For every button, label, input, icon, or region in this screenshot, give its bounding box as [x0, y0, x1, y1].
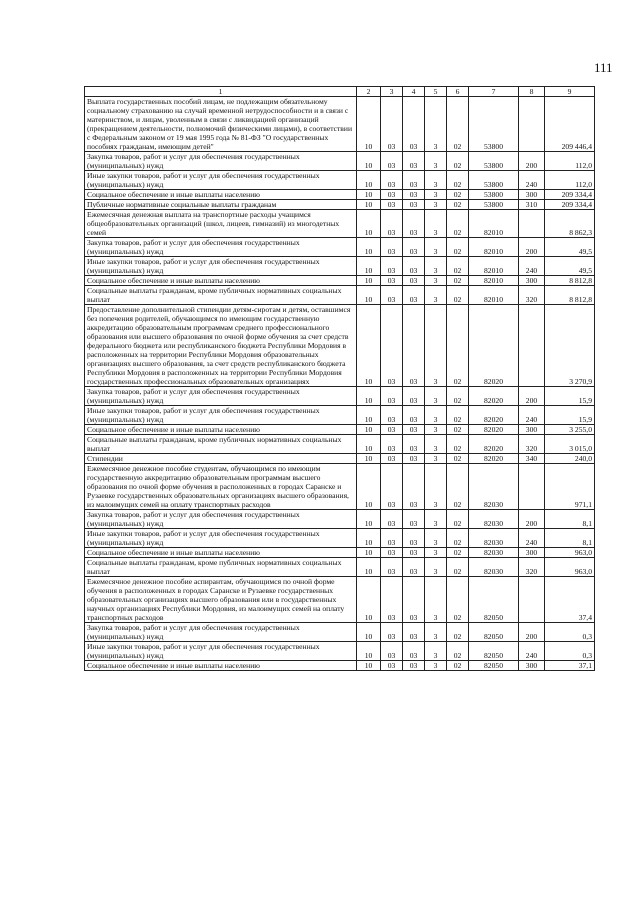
section-code: 10 — [357, 276, 381, 286]
direction-code: 82010 — [469, 257, 519, 276]
expense-type-code: 300 — [519, 425, 545, 435]
row-name: Закупка товаров, работ и услуг для обеспечения государственных (муниципальных) нужд — [85, 387, 357, 406]
table-row — [85, 286, 595, 305]
subprogram-code: 3 — [425, 577, 447, 623]
section-code: 10 — [357, 425, 381, 435]
subsection-code: 03 — [381, 548, 403, 558]
subsection-code: 03 — [381, 387, 403, 406]
row-name: Выплата государственных пособий лицам, не подлежащим обязательному социальному страхованию на случай временной нетрудоспособности и в связи с материнством, и лицам, уволенным в связи с ликвидацией организаций (прекращением деятельности, полномочий физическими лицами), в соответствии с Федеральным законом от 19 мая 1995 года № 81-ФЗ "О государственных пособиях гражданам, имеющим детей" — [85, 97, 357, 152]
subprogram-code: 3 — [425, 548, 447, 558]
main-activity-code: 02 — [447, 257, 469, 276]
expense-type-code: 320 — [519, 286, 545, 305]
subsection-code: 03 — [381, 200, 403, 210]
amount: 112,0 — [545, 171, 595, 190]
section-code: 10 — [357, 661, 381, 671]
expense-type-code: 200 — [519, 152, 545, 171]
main-activity-code: 02 — [447, 510, 469, 529]
expense-type-code: 340 — [519, 454, 545, 464]
row-name: Иные закупки товаров, работ и услуг для обеспечения государственных (муниципальных) нужд — [85, 257, 357, 276]
amount: 971,1 — [545, 464, 595, 510]
table-row — [85, 642, 595, 661]
direction-code: 82050 — [469, 642, 519, 661]
direction-code: 82020 — [469, 387, 519, 406]
program-code: 03 — [403, 510, 425, 529]
table-row — [85, 238, 595, 257]
direction-code: 82020 — [469, 406, 519, 425]
subprogram-code: 3 — [425, 464, 447, 510]
row-name: Закупка товаров, работ и услуг для обеспечения государственных (муниципальных) нужд — [85, 238, 357, 257]
main-activity-code: 02 — [447, 190, 469, 200]
subprogram-code: 3 — [425, 406, 447, 425]
subprogram-code: 3 — [425, 454, 447, 464]
row-name: Иные закупки товаров, работ и услуг для обеспечения государственных (муниципальных) нужд — [85, 529, 357, 548]
program-code: 03 — [403, 97, 425, 152]
subprogram-code: 3 — [425, 623, 447, 642]
section-code: 10 — [357, 152, 381, 171]
section-code: 10 — [357, 190, 381, 200]
direction-code: 82030 — [469, 558, 519, 577]
expense-type-code: 300 — [519, 276, 545, 286]
main-activity-code: 02 — [447, 286, 469, 305]
amount: 37,4 — [545, 577, 595, 623]
main-activity-code: 02 — [447, 425, 469, 435]
amount: 0,3 — [545, 642, 595, 661]
table-row — [85, 152, 595, 171]
section-code: 10 — [357, 548, 381, 558]
main-activity-code: 02 — [447, 152, 469, 171]
subsection-code: 03 — [381, 425, 403, 435]
expense-type-code: 240 — [519, 642, 545, 661]
table-row — [85, 548, 595, 558]
row-name: Закупка товаров, работ и услуг для обеспечения государственных (муниципальных) нужд — [85, 623, 357, 642]
expense-type-code: 300 — [519, 548, 545, 558]
amount: 209 334,4 — [545, 190, 595, 200]
subsection-code: 03 — [381, 210, 403, 238]
program-code: 03 — [403, 464, 425, 510]
direction-code: 53800 — [469, 171, 519, 190]
section-code: 10 — [357, 406, 381, 425]
program-code: 03 — [403, 276, 425, 286]
table-row — [85, 529, 595, 548]
main-activity-code: 02 — [447, 305, 469, 387]
expense-type-code: 300 — [519, 190, 545, 200]
main-activity-code: 02 — [447, 435, 469, 454]
subsection-code: 03 — [381, 464, 403, 510]
row-name: Стипендии — [85, 454, 357, 464]
row-name: Ежемесячное денежное пособие аспирантам, обучающимся по очной форме обучения в расположенных в городах Саранске и Рузаевке государственных образовательных организациях высшего образования или в государственных научных организациях Республики Мордовия, из малоимущих семей на оплату транспортных расходов — [85, 577, 357, 623]
subsection-code: 03 — [381, 97, 403, 152]
amount: 209 334,4 — [545, 200, 595, 210]
row-name: Социальные выплаты гражданам, кроме публичных нормативных социальных выплат — [85, 435, 357, 454]
table-row — [85, 257, 595, 276]
row-name: Иные закупки товаров, работ и услуг для обеспечения государственных (муниципальных) нужд — [85, 171, 357, 190]
expense-type-code: 200 — [519, 510, 545, 529]
page-number: 111 — [594, 60, 613, 75]
main-activity-code: 02 — [447, 464, 469, 510]
expense-type-code — [519, 464, 545, 510]
amount: 240,0 — [545, 454, 595, 464]
subsection-code: 03 — [381, 190, 403, 200]
expense-type-code: 320 — [519, 435, 545, 454]
expense-type-code: 200 — [519, 623, 545, 642]
subprogram-code: 3 — [425, 529, 447, 548]
main-activity-code: 02 — [447, 661, 469, 671]
subprogram-code: 3 — [425, 276, 447, 286]
main-activity-code: 02 — [447, 529, 469, 548]
section-code: 10 — [357, 464, 381, 510]
amount: 8 862,3 — [545, 210, 595, 238]
header-cell: 5 — [425, 87, 447, 97]
expense-type-code: 200 — [519, 387, 545, 406]
subprogram-code: 3 — [425, 642, 447, 661]
program-code: 03 — [403, 210, 425, 238]
program-code: 03 — [403, 435, 425, 454]
main-activity-code: 02 — [447, 406, 469, 425]
program-code: 03 — [403, 190, 425, 200]
direction-code: 53800 — [469, 190, 519, 200]
subsection-code: 03 — [381, 406, 403, 425]
table-row — [85, 623, 595, 642]
amount: 15,9 — [545, 406, 595, 425]
header-cell: 7 — [469, 87, 519, 97]
program-code: 03 — [403, 406, 425, 425]
subprogram-code: 3 — [425, 510, 447, 529]
amount: 8,1 — [545, 529, 595, 548]
program-code: 03 — [403, 454, 425, 464]
row-name: Закупка товаров, работ и услуг для обеспечения государственных (муниципальных) нужд — [85, 510, 357, 529]
subsection-code: 03 — [381, 510, 403, 529]
subsection-code: 03 — [381, 257, 403, 276]
amount: 0,3 — [545, 623, 595, 642]
subprogram-code: 3 — [425, 257, 447, 276]
main-activity-code: 02 — [447, 623, 469, 642]
header-cell: 1 — [85, 87, 357, 97]
program-code: 03 — [403, 642, 425, 661]
subprogram-code: 3 — [425, 97, 447, 152]
row-name: Публичные нормативные социальные выплаты гражданам — [85, 200, 357, 210]
direction-code: 82030 — [469, 529, 519, 548]
section-code: 10 — [357, 387, 381, 406]
row-name: Ежемесячное денежное пособие студентам, обучающимся по имеющим государственную аккредитацию образовательным программам высшего образования по очной форме обучения в расположенных в городах Саранске и Рузаевке государственных образовательных организациях высшего образования, из малоимущих семей на оплату транспортных расходов — [85, 464, 357, 510]
section-code: 10 — [357, 623, 381, 642]
program-code: 03 — [403, 200, 425, 210]
section-code: 10 — [357, 286, 381, 305]
program-code: 03 — [403, 238, 425, 257]
subsection-code: 03 — [381, 558, 403, 577]
section-code: 10 — [357, 171, 381, 190]
amount: 963,0 — [545, 548, 595, 558]
section-code: 10 — [357, 257, 381, 276]
main-activity-code: 02 — [447, 210, 469, 238]
subsection-code: 03 — [381, 623, 403, 642]
subprogram-code: 3 — [425, 210, 447, 238]
amount: 112,0 — [545, 152, 595, 171]
subsection-code: 03 — [381, 661, 403, 671]
table-row — [85, 387, 595, 406]
main-activity-code: 02 — [447, 200, 469, 210]
header-cell: 6 — [447, 87, 469, 97]
subsection-code: 03 — [381, 529, 403, 548]
main-activity-code: 02 — [447, 577, 469, 623]
main-activity-code: 02 — [447, 558, 469, 577]
expense-type-code: 300 — [519, 661, 545, 671]
amount: 49,5 — [545, 238, 595, 257]
direction-code: 82010 — [469, 210, 519, 238]
section-code: 10 — [357, 558, 381, 577]
subprogram-code: 3 — [425, 425, 447, 435]
expense-type-code — [519, 577, 545, 623]
amount: 963,0 — [545, 558, 595, 577]
subsection-code: 03 — [381, 642, 403, 661]
program-code: 03 — [403, 425, 425, 435]
direction-code: 82020 — [469, 435, 519, 454]
main-activity-code: 02 — [447, 387, 469, 406]
expense-type-code: 200 — [519, 238, 545, 257]
table-row — [85, 577, 595, 623]
row-name: Социальное обеспечение и иные выплаты населению — [85, 276, 357, 286]
program-code: 03 — [403, 661, 425, 671]
table-row — [85, 464, 595, 510]
main-activity-code: 02 — [447, 642, 469, 661]
main-activity-code: 02 — [447, 171, 469, 190]
row-name: Социальное обеспечение и иные выплаты населению — [85, 190, 357, 200]
program-code: 03 — [403, 548, 425, 558]
table-row — [85, 276, 595, 286]
amount: 37,1 — [545, 661, 595, 671]
section-code: 10 — [357, 238, 381, 257]
main-activity-code: 02 — [447, 454, 469, 464]
direction-code: 53800 — [469, 152, 519, 171]
table-row — [85, 558, 595, 577]
table-body — [85, 87, 595, 671]
subsection-code: 03 — [381, 435, 403, 454]
direction-code: 82050 — [469, 577, 519, 623]
section-code: 10 — [357, 454, 381, 464]
direction-code: 82030 — [469, 464, 519, 510]
subsection-code: 03 — [381, 286, 403, 305]
section-code: 10 — [357, 435, 381, 454]
table-row — [85, 190, 595, 200]
row-name: Предоставление дополнительной стипендии детям-сиротам и детям, оставшимся без попечения родителей, обучающимся по имеющим государственную аккредитацию образовательным программам среднего профессионального образования или высшего образования по очной форме обучения за счет средств федерального бюджета или республиканского бюджета Республики Мордовия в расположенных на территории Республики Мордовия образовательных организациях высшего образования, за счет средств республиканского бюджета Республики Мордовия в расположенных на территории Республики Мордовия государственных профессиональных образовательных организациях — [85, 305, 357, 387]
amount: 3 255,0 — [545, 425, 595, 435]
program-code: 03 — [403, 558, 425, 577]
section-code: 10 — [357, 642, 381, 661]
amount: 8 812,8 — [545, 276, 595, 286]
table-row — [85, 425, 595, 435]
direction-code: 53800 — [469, 97, 519, 152]
expense-type-code — [519, 305, 545, 387]
subsection-code: 03 — [381, 454, 403, 464]
expense-type-code: 320 — [519, 558, 545, 577]
subsection-code: 03 — [381, 577, 403, 623]
section-code: 10 — [357, 529, 381, 548]
subprogram-code: 3 — [425, 387, 447, 406]
row-name: Иные закупки товаров, работ и услуг для обеспечения государственных (муниципальных) нужд — [85, 642, 357, 661]
subprogram-code: 3 — [425, 305, 447, 387]
section-code: 10 — [357, 210, 381, 238]
program-code: 03 — [403, 529, 425, 548]
header-cell: 4 — [403, 87, 425, 97]
row-name: Иные закупки товаров, работ и услуг для обеспечения государственных (муниципальных) нужд — [85, 406, 357, 425]
section-code: 10 — [357, 577, 381, 623]
header-cell: 3 — [381, 87, 403, 97]
main-activity-code: 02 — [447, 97, 469, 152]
subprogram-code: 3 — [425, 286, 447, 305]
subprogram-code: 3 — [425, 435, 447, 454]
direction-code: 82020 — [469, 425, 519, 435]
section-code: 10 — [357, 510, 381, 529]
subprogram-code: 3 — [425, 661, 447, 671]
subprogram-code: 3 — [425, 200, 447, 210]
amount: 15,9 — [545, 387, 595, 406]
header-cell: 2 — [357, 87, 381, 97]
direction-code: 53800 — [469, 200, 519, 210]
subprogram-code: 3 — [425, 238, 447, 257]
expense-type-code: 240 — [519, 257, 545, 276]
expense-type-code — [519, 97, 545, 152]
table-row — [85, 171, 595, 190]
direction-code: 82010 — [469, 238, 519, 257]
subsection-code: 03 — [381, 276, 403, 286]
main-activity-code: 02 — [447, 276, 469, 286]
expense-type-code — [519, 210, 545, 238]
amount: 8,1 — [545, 510, 595, 529]
row-name: Социальные выплаты гражданам, кроме публичных нормативных социальных выплат — [85, 286, 357, 305]
section-code: 10 — [357, 305, 381, 387]
amount: 49,5 — [545, 257, 595, 276]
table-row — [85, 305, 595, 387]
section-code: 10 — [357, 200, 381, 210]
expense-type-code: 240 — [519, 529, 545, 548]
main-activity-code: 02 — [447, 238, 469, 257]
subprogram-code: 3 — [425, 558, 447, 577]
program-code: 03 — [403, 286, 425, 305]
subsection-code: 03 — [381, 305, 403, 387]
program-code: 03 — [403, 257, 425, 276]
header-cell: 9 — [545, 87, 595, 97]
direction-code: 82020 — [469, 454, 519, 464]
row-name: Социальные выплаты гражданам, кроме публичных нормативных социальных выплат — [85, 558, 357, 577]
table-row — [85, 200, 595, 210]
row-name: Социальное обеспечение и иные выплаты населению — [85, 661, 357, 671]
amount: 8 812,8 — [545, 286, 595, 305]
subprogram-code: 3 — [425, 171, 447, 190]
amount: 209 446,4 — [545, 97, 595, 152]
program-code: 03 — [403, 305, 425, 387]
expense-type-code: 240 — [519, 171, 545, 190]
direction-code: 82050 — [469, 661, 519, 671]
amount: 3 270,9 — [545, 305, 595, 387]
header-cell: 8 — [519, 87, 545, 97]
header-row — [85, 87, 595, 97]
direction-code: 82020 — [469, 305, 519, 387]
row-name: Ежемесячная денежная выплата на транспортные расходы учащимся общеобразовательных организаций (школ, лицеев, гимназий) из многодетных семей — [85, 210, 357, 238]
table-row — [85, 97, 595, 152]
table-row — [85, 406, 595, 425]
row-name: Социальное обеспечение и иные выплаты населению — [85, 425, 357, 435]
direction-code: 82030 — [469, 510, 519, 529]
expense-type-code: 310 — [519, 200, 545, 210]
direction-code: 82030 — [469, 548, 519, 558]
program-code: 03 — [403, 171, 425, 190]
direction-code: 82050 — [469, 623, 519, 642]
subsection-code: 03 — [381, 152, 403, 171]
table-row — [85, 210, 595, 238]
budget-table — [84, 86, 595, 671]
expense-type-code: 240 — [519, 406, 545, 425]
direction-code: 82010 — [469, 276, 519, 286]
subprogram-code: 3 — [425, 190, 447, 200]
amount: 3 015,0 — [545, 435, 595, 454]
table-row — [85, 661, 595, 671]
subprogram-code: 3 — [425, 152, 447, 171]
direction-code: 82010 — [469, 286, 519, 305]
table-row — [85, 454, 595, 464]
table-row — [85, 435, 595, 454]
section-code: 10 — [357, 97, 381, 152]
row-name: Социальное обеспечение и иные выплаты населению — [85, 548, 357, 558]
subsection-code: 03 — [381, 171, 403, 190]
program-code: 03 — [403, 577, 425, 623]
program-code: 03 — [403, 623, 425, 642]
program-code: 03 — [403, 152, 425, 171]
main-activity-code: 02 — [447, 548, 469, 558]
row-name: Закупка товаров, работ и услуг для обеспечения государственных (муниципальных) нужд — [85, 152, 357, 171]
table-row — [85, 510, 595, 529]
subsection-code: 03 — [381, 238, 403, 257]
program-code: 03 — [403, 387, 425, 406]
